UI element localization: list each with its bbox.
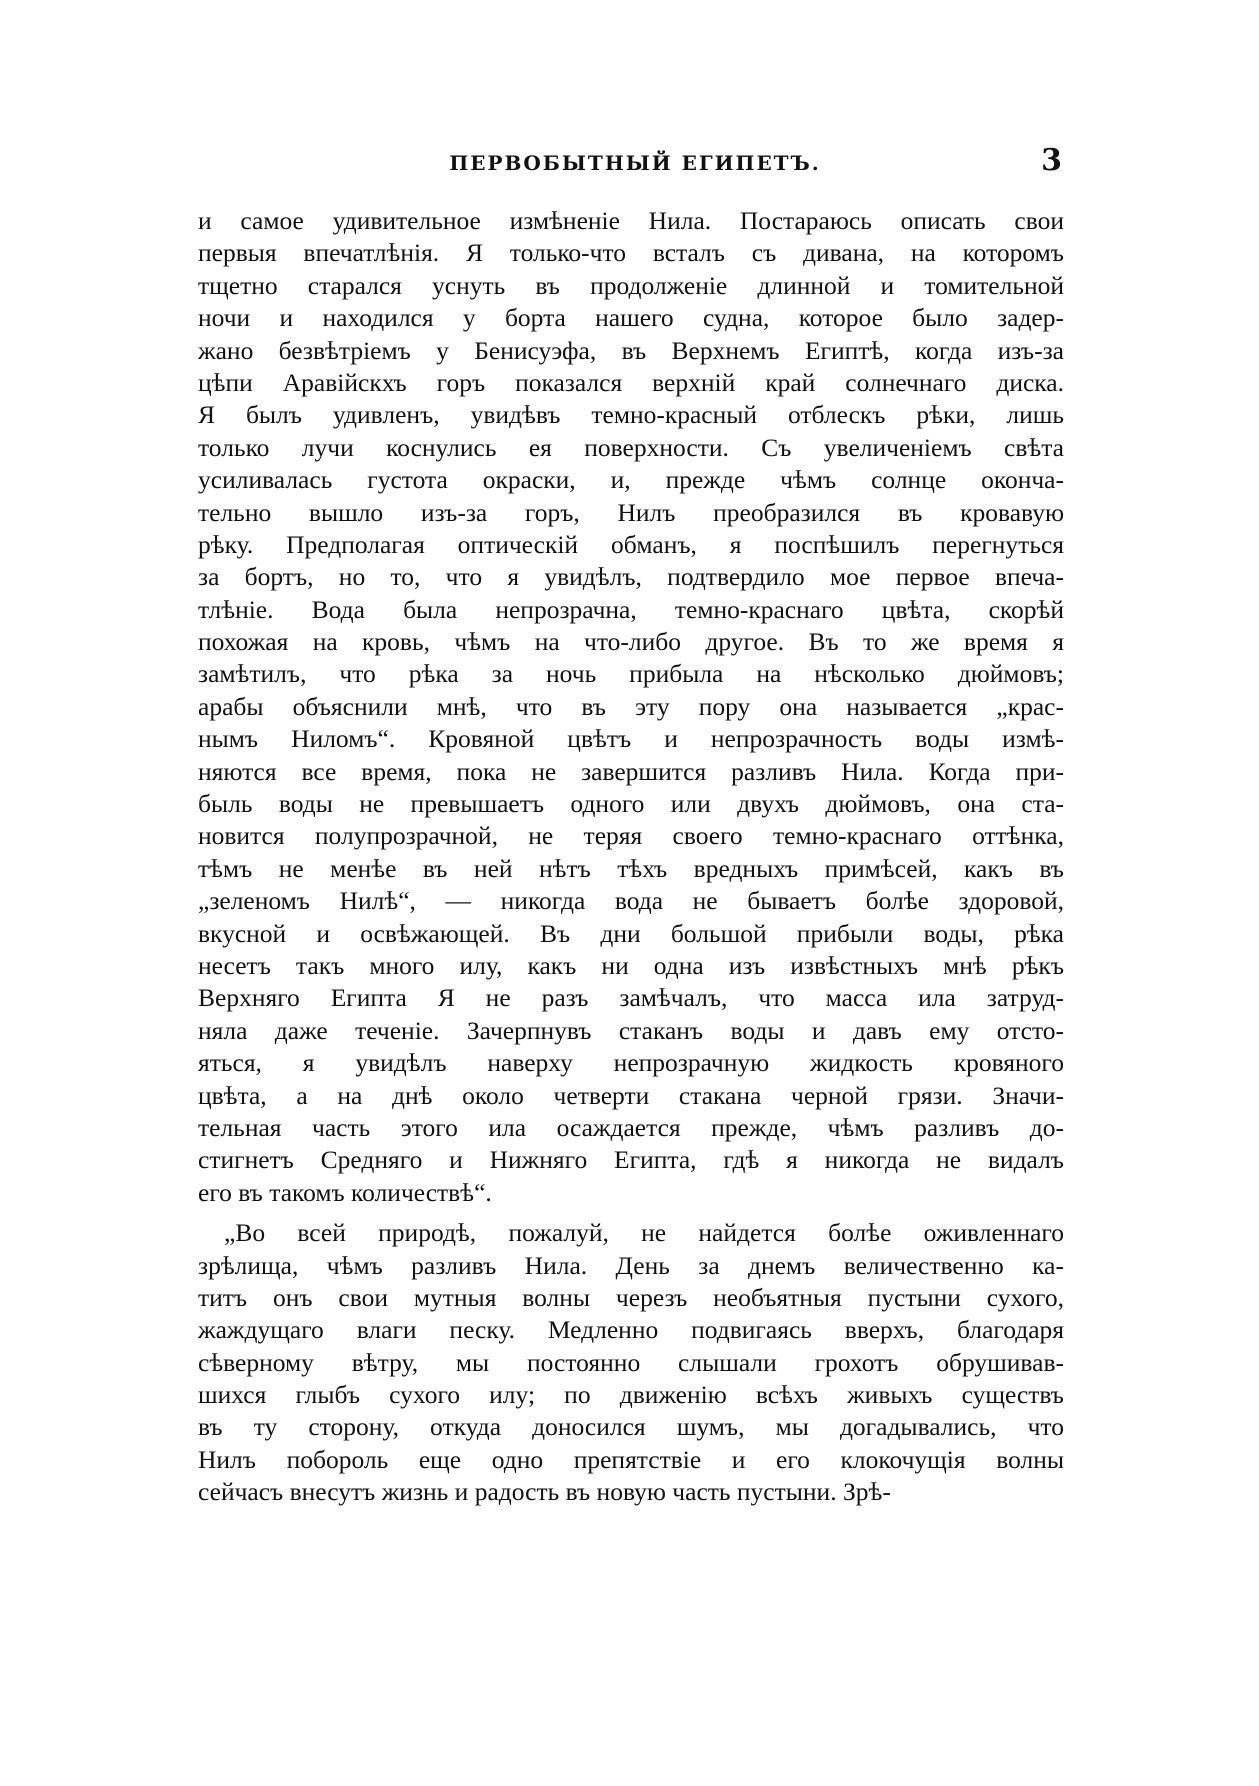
text-line: Верхняго Египта Я не разъ замѣчалъ, что масса ила затруд- bbox=[198, 983, 1064, 1013]
text-line: „зеленомъ Нилѣ“, — никогда вода не бываетъ болѣе здоровой, bbox=[198, 886, 1064, 916]
text-line: зрѣлища, чѣмъ разливъ Нила. День за днемъ величественно ка- bbox=[198, 1250, 1064, 1280]
text-line: шихся глыбъ сухого илу; по движенію всѣхъ живыхъ существъ bbox=[198, 1380, 1064, 1410]
text-line: только лучи коснулись ея поверхности. Съ увеличеніемъ свѣта bbox=[198, 432, 1064, 462]
text-line: несетъ такъ много илу, какъ ни одна изъ извѣстныхъ мнѣ рѣкъ bbox=[198, 950, 1064, 980]
text-line: тлѣніе. Вода была непрозрачна, темно-краснаго цвѣта, скорѣй bbox=[198, 594, 1064, 624]
text-line: тѣмъ не менѣе въ ней нѣтъ тѣхъ вредныхъ примѣсей, какъ въ bbox=[198, 853, 1064, 883]
text-line: похожая на кровь, чѣмъ на что-либо другое. Въ то же время я bbox=[198, 627, 1064, 657]
text-line: няла даже теченіе. Зачерпнувъ стаканъ воды и давъ ему отсто- bbox=[198, 1015, 1064, 1045]
text-line: цѣпи Аравійскхъ горъ показался верхній край солнечнаго диска. bbox=[198, 367, 1064, 397]
text-line: Я былъ удивленъ, увидѣвъ темно-красный отблескъ рѣки, лишь bbox=[198, 400, 1064, 430]
paragraph-1 bbox=[198, 205, 1064, 1209]
text-line: арабы объяснили мнѣ, что въ эту пору она называется „крас- bbox=[198, 691, 1064, 721]
body-text bbox=[198, 205, 1064, 1509]
text-line: нымъ Ниломъ“. Кровяной цвѣтъ и непрозрачность воды измѣ- bbox=[198, 724, 1064, 754]
text-line: стигнетъ Средняго и Нижняго Египта, гдѣ я никогда не видалъ bbox=[198, 1145, 1064, 1175]
text-line: за бортъ, но то, что я увидѣлъ, подтвердило мое первое впеча- bbox=[198, 562, 1064, 592]
running-head bbox=[200, 143, 1070, 183]
page-number: 3 bbox=[1041, 143, 1062, 178]
text-line: яться, я увидѣлъ наверху непрозрачную жидкость кровяного bbox=[198, 1048, 1064, 1078]
text-line: ночи и находился у борта нашего судна, которое было задер- bbox=[198, 303, 1064, 333]
text-line: „Во всей природѣ, пожалуй, не найдется болѣе оживленнаго bbox=[224, 1218, 1064, 1248]
text-line: няются все время, пока не завершится разливъ Нила. Когда при- bbox=[198, 756, 1064, 786]
text-line: тщетно старался уснуть въ продолженіе длинной и томительной bbox=[198, 270, 1064, 300]
text-line: усиливалась густота окраски, и, прежде чѣмъ солнце оконча- bbox=[198, 465, 1064, 495]
paragraph-2 bbox=[198, 1217, 1064, 1509]
text-line: титъ онъ свои мутныя волны черезъ необъятныя пустыни сухого, bbox=[198, 1282, 1064, 1312]
text-line: замѣтилъ, что рѣка за ночь прибыла на нѣсколько дюймовъ; bbox=[198, 659, 1064, 689]
text-line: тельная часть этого ила осаждается прежде, чѣмъ разливъ до- bbox=[198, 1112, 1064, 1142]
text-line: его въ такомъ количествѣ“. bbox=[198, 1177, 492, 1207]
text-line: сѣверному вѣтру, мы постоянно слышали грохотъ обрушивав- bbox=[198, 1347, 1064, 1377]
paragraph-gap bbox=[198, 1209, 1064, 1217]
text-line: первыя впечатлѣнія. Я только-что всталъ съ дивана, на которомъ bbox=[198, 238, 1064, 268]
running-title: ПЕРВОБЫТНЫЙ ЕГИПЕТЪ. bbox=[449, 151, 821, 175]
text-line: рѣку. Предполагая оптическій обманъ, я поспѣшилъ перегнуться bbox=[198, 529, 1064, 559]
text-line: и самое удивительное измѣненіе Нила. Постараюсь описать свои bbox=[198, 206, 1064, 235]
text-line: цвѣта, а на днѣ около четверти стакана черной грязи. Значи- bbox=[198, 1080, 1064, 1110]
text-line: сейчасъ внесутъ жизнь и радость въ новую часть пустыни. Зрѣ- bbox=[198, 1477, 891, 1507]
text-line: вкусной и освѣжающей. Въ дни большой прибыли воды, рѣка bbox=[198, 918, 1064, 948]
text-line: жано безвѣтріемъ у Бенисуэфа, въ Верхнемъ Египтѣ, когда изъ-за bbox=[198, 335, 1064, 365]
text-line: въ ту сторону, откуда доносился шумъ, мы догадывались, что bbox=[198, 1412, 1064, 1442]
text-line: Нилъ побороль еще одно препятствіе и его клокочущія волны bbox=[198, 1444, 1064, 1474]
text-line: тельно вышло изъ-за горъ, Нилъ преобразился въ кровавую bbox=[198, 497, 1064, 527]
text-line: новится полупрозрачной, не теряя своего темно-краснаго оттѣнка, bbox=[198, 821, 1064, 851]
text-line: быль воды не превышаетъ одного или двухъ дюймовъ, она ста- bbox=[198, 789, 1064, 819]
text-line: жаждущаго влаги песку. Медленно подвигаясь вверхъ, благодаря bbox=[198, 1315, 1064, 1345]
